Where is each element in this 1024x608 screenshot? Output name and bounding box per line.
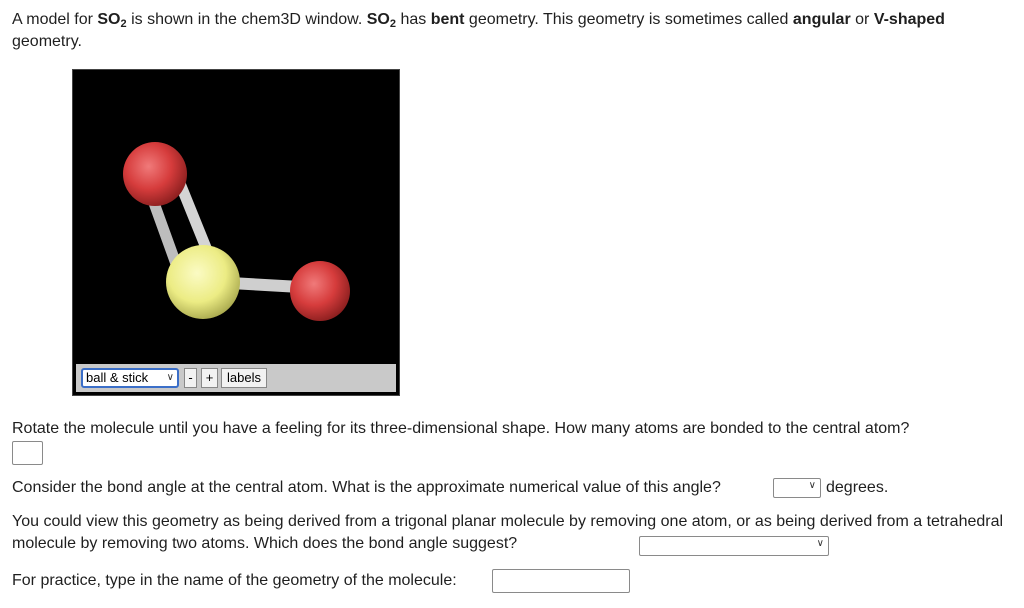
sulfur-atom-center xyxy=(166,245,240,319)
bond-angle-select[interactable] xyxy=(773,478,821,498)
term-v-shaped: V-shaped xyxy=(873,11,945,28)
chevron-down-icon: ∨ xyxy=(816,538,824,549)
question-1: Rotate the molecule until you have a feeling for its three-dimensional shape. How many atoms are bonded to the central atom? xyxy=(12,420,910,437)
chem3d-viewer[interactable] xyxy=(72,69,400,396)
oxygen-atom-top xyxy=(123,142,187,206)
question-2: Consider the bond angle at the central atom. What is the approximate numerical value of this angle? xyxy=(12,479,721,496)
geometry-name-input[interactable] xyxy=(492,569,630,593)
molecule-canvas[interactable] xyxy=(73,70,399,362)
formula-so2: $SO_2$ xyxy=(97,11,127,30)
zoom-in-button[interactable]: + xyxy=(201,368,218,388)
question-3: You could view this geometry as being derived from a trigonal planar molecule by removing one atom, or as being derived from a tetrahedral molecule by removing two atoms. Which does the bond angle suggest? xyxy=(12,513,1004,552)
atoms-count-input[interactable] xyxy=(12,441,43,465)
intro-paragraph: A model for $SO_2$ is shown in the chem3D window. $SO_2$ has bent geometry. This geometry is sometimes called angular or V-shaped geometry. xyxy=(12,11,945,50)
display-mode-select[interactable]: ball & stick ∨ xyxy=(81,368,179,388)
chevron-down-icon: ∨ xyxy=(166,372,174,383)
term-bent: bent xyxy=(430,11,465,28)
degrees-label: degrees. xyxy=(826,479,889,496)
formula-so2: $SO_2$ xyxy=(366,11,396,30)
question-4: For practice, type in the name of the geometry of the molecule: xyxy=(12,572,457,589)
viewer-toolbar xyxy=(76,364,396,392)
labels-button[interactable]: labels xyxy=(221,368,267,388)
term-angular: angular xyxy=(792,11,851,28)
zoom-out-button[interactable]: - xyxy=(184,368,197,388)
chevron-down-icon: ∨ xyxy=(808,480,816,491)
oxygen-atom-right xyxy=(290,261,350,321)
parent-geometry-select[interactable] xyxy=(639,536,829,556)
